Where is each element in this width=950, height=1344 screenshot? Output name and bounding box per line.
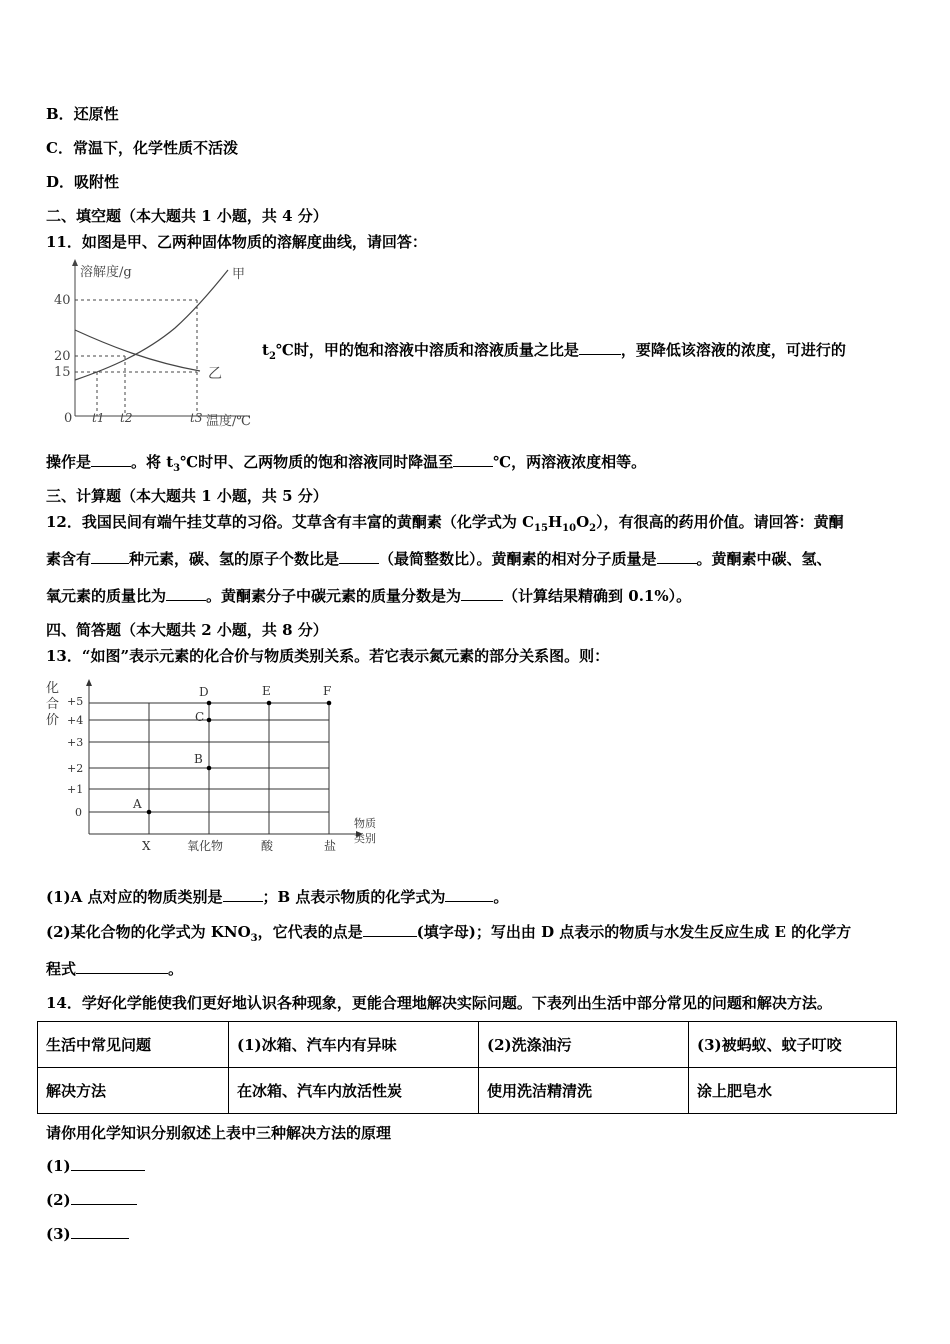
q12-line3: 氧元素的质量比为 。黄酮素分子中碳元素的质量分数是为 （计算结果精确到 0.1%）。 <box>46 587 692 605</box>
label-e: E <box>262 684 271 698</box>
ytick-20: 20 <box>54 349 71 364</box>
q13-part3: 程式 。 <box>46 960 184 978</box>
curve-yi-label: 乙 <box>208 366 222 382</box>
blank-ans1[interactable] <box>71 1156 145 1171</box>
chart1-xlabel: 温度/℃ <box>206 414 251 429</box>
table-cell: 使用洗洁精清洗 <box>479 1068 689 1114</box>
blank-ratio[interactable] <box>579 340 621 355</box>
section4-title: 四、简答题（本大题共 2 小题，共 8 分） <box>46 621 328 639</box>
blank-ans3[interactable] <box>71 1224 129 1239</box>
ylabel-1: 化 <box>46 681 60 696</box>
ytick-40: 40 <box>54 293 71 308</box>
blank-a-category[interactable] <box>223 887 263 902</box>
xtick-x: X <box>142 839 151 853</box>
blank-equation[interactable] <box>76 959 168 974</box>
section3-title: 三、计算题（本大题共 1 小题，共 5 分） <box>46 487 328 505</box>
option-d: D．吸附性 <box>46 173 120 191</box>
ytick-0: 0 <box>75 806 82 819</box>
xtick-t1: t1 <box>92 411 105 425</box>
blank-b-formula[interactable] <box>445 887 493 902</box>
answer-2: (2) <box>46 1190 137 1209</box>
table-cell: 解决方法 <box>38 1068 229 1114</box>
blank-point[interactable] <box>363 922 417 937</box>
blank-mass[interactable] <box>657 549 697 564</box>
label-d: D <box>199 685 209 699</box>
blank-operation[interactable] <box>91 452 131 467</box>
point-c <box>207 718 212 723</box>
point-d <box>207 701 212 706</box>
answer-3: (3) <box>46 1224 129 1243</box>
xlabel-2: 类别 <box>354 832 376 845</box>
xtick-t2: t2 <box>120 411 133 425</box>
q14-after: 请你用化学知识分别叙述上表中三种解决方法的原理 <box>46 1124 392 1142</box>
ylabel-3: 价 <box>46 713 60 728</box>
table-cell: 涂上肥皂水 <box>689 1068 897 1114</box>
curve-jia-label: 甲 <box>232 267 246 282</box>
point-f <box>327 701 332 706</box>
xtick-oxide: 氧化物 <box>187 839 224 853</box>
q13-stem: 13．“如图”表示元素的化合价与物质类别关系。若它表示氮元素的部分关系图。则： <box>46 647 610 665</box>
option-c: C．常温下，化学性质不活泼 <box>46 139 238 157</box>
answer-1: (1) <box>46 1156 145 1175</box>
q11-stem: 11．如图是甲、乙两种固体物质的溶解度曲线，请回答： <box>46 233 427 251</box>
table-cell: (3)被蚂蚁、蚊子叮咬 <box>689 1022 897 1068</box>
xlabel-1: 物质 <box>354 817 376 830</box>
table-cell: 生活中常见问题 <box>38 1022 229 1068</box>
ytick-p4: +4 <box>67 714 84 727</box>
chart1-ylabel: 溶解度/g <box>80 265 132 280</box>
table-row <box>38 1068 897 1114</box>
section2-title: 二、填空题（本大题共 1 小题，共 4 分） <box>46 207 328 225</box>
blank-mass-ratio[interactable] <box>166 586 206 601</box>
q11-line2: 操作是 。将 $t_3℃$时甲、乙两物质的饱和溶液同时降温至 ℃，两溶液浓度相等。 <box>46 453 647 474</box>
table-cell: (2)洗涤油污 <box>479 1022 689 1068</box>
ylabel-2: 合 <box>46 697 60 712</box>
blank-ans2[interactable] <box>71 1190 137 1205</box>
q12-line1: 12．我国民间有端午挂艾草的习俗。艾草含有丰富的黄酮素（化学式为 $C_{15}H_{10}O_2$），有很高的药用价值。请回答：黄酮 <box>46 513 844 534</box>
curve-jia <box>75 270 228 380</box>
point-a <box>147 810 152 815</box>
valence-chart <box>44 676 394 856</box>
option-b: B．还原性 <box>46 105 119 123</box>
problems-table <box>37 1021 897 1114</box>
ytick-p3: +3 <box>67 736 84 749</box>
xtick-salt: 盐 <box>324 839 337 853</box>
table-cell: (1)冰箱、汽车内有异味 <box>229 1022 479 1068</box>
xtick-acid: 酸 <box>261 839 274 853</box>
label-b: B <box>194 752 203 766</box>
table-cell: 在冰箱、汽车内放活性炭 <box>229 1068 479 1114</box>
q14-stem: 14．学好化学能使我们更好地认识各种现象，更能合理地解决实际问题。下表列出生活中部分常见的问题和解决方法。 <box>46 994 832 1012</box>
ytick-p1: +1 <box>67 783 84 796</box>
ytick-15: 15 <box>54 365 71 380</box>
blank-atom-ratio[interactable] <box>339 549 379 564</box>
point-e <box>267 701 272 706</box>
q11-side-text: $t_2℃$时，甲的饱和溶液中溶质和溶液质量之比是 ，要降低该溶液的浓度，可进行的 <box>262 341 846 362</box>
point-b <box>207 766 212 771</box>
solubility-chart <box>50 258 260 430</box>
table-row <box>38 1022 897 1068</box>
q12-line2: 素含有 种元素，碳、氢的原子个数比是 （最简整数比）。黄酮素的相对分子质量是 。黄酮素中碳、氢、 <box>46 550 832 568</box>
label-c: C <box>195 710 205 724</box>
xtick-t3: t3 <box>190 411 203 425</box>
q13-part2: (2)某化合物的化学式为 $KNO_3$，它代表的点是 (填字母)；写出由 D 点表示的物质与水发生反应生成 E 的化学方 <box>46 923 852 944</box>
ytick-p2: +2 <box>67 762 84 775</box>
blank-temp[interactable] <box>453 452 493 467</box>
blank-fraction[interactable] <box>461 586 503 601</box>
label-f: F <box>323 684 332 698</box>
ytick-p5: +5 <box>67 695 84 708</box>
q13-part1: (1)A 点对应的物质类别是 ；B 点表示物质的化学式为 。 <box>46 888 509 906</box>
curve-yi <box>75 330 200 371</box>
origin-label: 0 <box>64 411 73 426</box>
label-a: A <box>133 797 142 811</box>
blank-elements[interactable] <box>91 549 129 564</box>
